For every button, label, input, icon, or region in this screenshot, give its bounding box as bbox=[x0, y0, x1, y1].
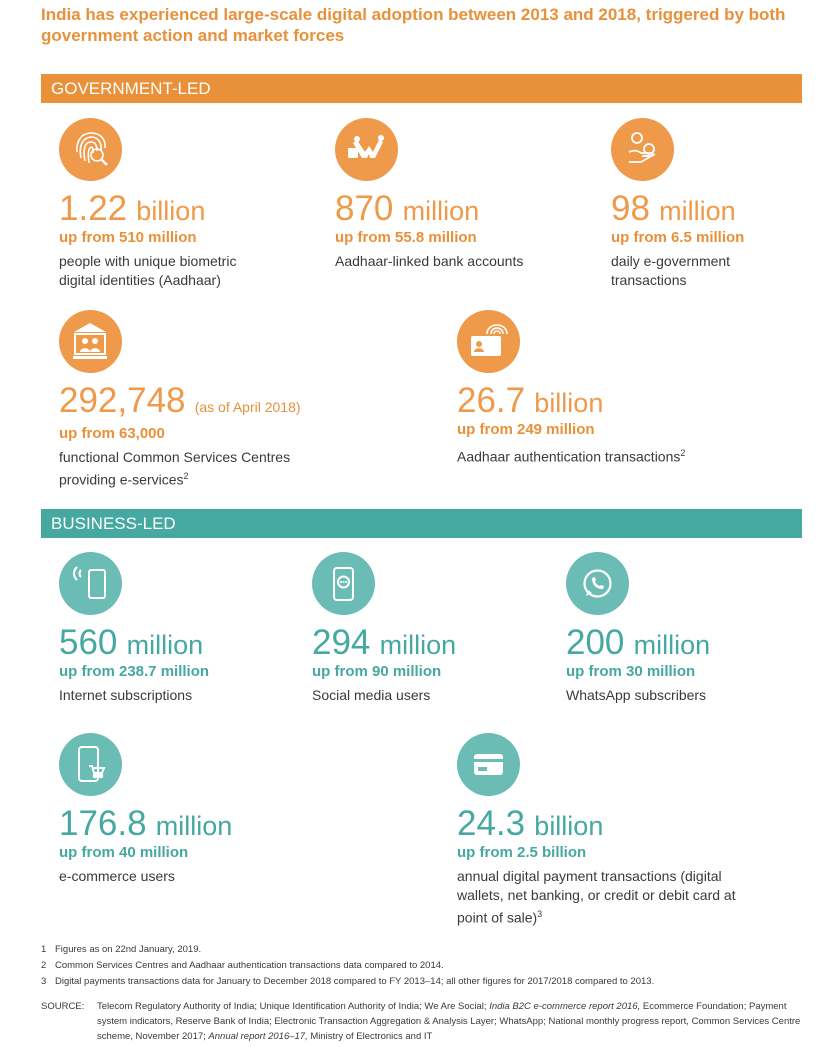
stat-description: Social media users bbox=[312, 687, 431, 703]
stat-description: people with unique biometric digital identities (Aadhaar) bbox=[59, 253, 237, 288]
stat-description: annual digital payment transactions (digital wallets, net banking, or credit or debit card at point of sale) bbox=[457, 868, 736, 926]
stat-number: 560 bbox=[59, 623, 118, 662]
source-text: Ministry of Electronics and IT bbox=[307, 1031, 433, 1042]
footnote-number: 3 bbox=[41, 976, 47, 987]
stat-description: Aadhaar authentication transactions bbox=[457, 448, 681, 465]
footnote-ref: 2 bbox=[183, 471, 189, 481]
stat-previous: up from 63,000 bbox=[59, 425, 165, 442]
stat-number: 870 bbox=[335, 189, 394, 228]
stat-number: 24.3 bbox=[457, 804, 526, 843]
stat-previous: up from 90 million bbox=[312, 663, 442, 680]
stat-egov-transactions bbox=[611, 118, 801, 290]
stat-number: 294 bbox=[312, 623, 371, 662]
stat-internet-subscriptions bbox=[59, 552, 289, 705]
mobile-signal-icon bbox=[59, 552, 122, 615]
payment-card-icon bbox=[457, 733, 520, 796]
source-label: SOURCE: bbox=[41, 1001, 85, 1012]
stat-unit: billion bbox=[534, 811, 604, 841]
stat-previous: up from 6.5 million bbox=[611, 229, 745, 246]
stat-digital-payments bbox=[457, 733, 757, 928]
stat-number: 176.8 bbox=[59, 804, 147, 843]
source-title: Annual report 2016–17, bbox=[208, 1031, 308, 1042]
footnote-number: 2 bbox=[41, 960, 47, 971]
stat-unit: billion bbox=[136, 196, 206, 226]
source-note bbox=[41, 999, 801, 1044]
footnote-ref: 3 bbox=[537, 909, 543, 919]
stat-bank-accounts bbox=[335, 118, 585, 271]
stat-number: 98 bbox=[611, 189, 650, 228]
stat-ecommerce-users bbox=[59, 733, 319, 886]
money-hand-icon bbox=[611, 118, 674, 181]
stat-number: 200 bbox=[566, 623, 625, 662]
stat-unit: billion bbox=[534, 388, 604, 418]
stat-social-media-users bbox=[312, 552, 542, 705]
whatsapp-icon bbox=[566, 552, 629, 615]
stat-unit: million bbox=[126, 630, 204, 660]
stat-description: WhatsApp subscribers bbox=[566, 687, 707, 703]
stat-aadhaar-authentications bbox=[457, 310, 757, 467]
stat-service-centres bbox=[59, 310, 359, 490]
footnote-ref: 2 bbox=[680, 448, 686, 458]
stat-whatsapp-subscribers bbox=[566, 552, 796, 705]
source-text: Ecommerce Foundation; Payment system indicators, Reserve Bank of India; Electronic Transaction Aggregation & Analysis Layer; WhatsApp; National monthly progress report, Common Services Centre scheme, November 2017; bbox=[97, 1001, 801, 1042]
stat-unit: million bbox=[379, 630, 457, 660]
stat-description: Internet subscriptions bbox=[59, 687, 193, 703]
stat-unit: million bbox=[402, 196, 480, 226]
stat-description: functional Common Services Centres providing e-services bbox=[59, 449, 291, 488]
stat-previous: up from 249 million bbox=[457, 421, 595, 438]
business-led-banner: BUSINESS-LED bbox=[41, 509, 802, 538]
stat-previous: up from 40 million bbox=[59, 844, 189, 861]
footnote-text: Digital payments transactions data for January to December 2018 compared to FY 2013–14; all other figures for 2017/2018 compared to 2013. bbox=[55, 976, 655, 987]
stat-number: 26.7 bbox=[457, 381, 526, 420]
stat-description: e-commerce users bbox=[59, 868, 175, 884]
footnote-2 bbox=[41, 960, 444, 972]
social-chat-icon bbox=[312, 552, 375, 615]
government-led-banner: GOVERNMENT-LED bbox=[41, 74, 802, 103]
stat-unit: million bbox=[155, 811, 233, 841]
footnote-text: Figures as on 22nd January, 2019. bbox=[55, 944, 202, 955]
stat-number: 292,748 bbox=[59, 381, 186, 420]
footnote-3 bbox=[41, 976, 654, 988]
stat-description: daily e-government transactions bbox=[611, 253, 731, 288]
footnote-1 bbox=[41, 944, 201, 956]
stat-biometric-ids bbox=[59, 118, 299, 290]
page-title: India has experienced large-scale digital adoption between 2013 and 2018, triggered by both government action and market forces bbox=[41, 5, 786, 45]
fingerprint-icon bbox=[59, 118, 122, 181]
source-title: India B2C e-commerce report 2016, bbox=[489, 1001, 641, 1012]
stat-previous: up from 2.5 billion bbox=[457, 844, 587, 861]
footnote-text: Common Services Centres and Aadhaar authentication transactions data compared to 2014. bbox=[55, 960, 444, 971]
stat-previous: up from 510 million bbox=[59, 229, 197, 246]
source-text: Telecom Regulatory Authority of India; Unique Identification Authority of India; We Are Social; bbox=[97, 1001, 490, 1012]
stat-unit: million bbox=[659, 196, 736, 226]
stat-previous: up from 30 million bbox=[566, 663, 696, 680]
stat-previous: up from 238.7 million bbox=[59, 663, 210, 680]
stat-unit: million bbox=[633, 630, 711, 660]
stat-previous: up from 55.8 million bbox=[335, 229, 477, 246]
id-authentication-icon bbox=[457, 310, 520, 373]
stat-description: Aadhaar-linked bank accounts bbox=[335, 253, 524, 269]
ecommerce-cart-icon bbox=[59, 733, 122, 796]
stat-date-note: (as of April 2018) bbox=[194, 399, 301, 415]
stat-number: 1.22 bbox=[59, 189, 128, 228]
service-centre-icon bbox=[59, 310, 122, 373]
handshake-icon bbox=[335, 118, 398, 181]
footnote-number: 1 bbox=[41, 944, 47, 955]
